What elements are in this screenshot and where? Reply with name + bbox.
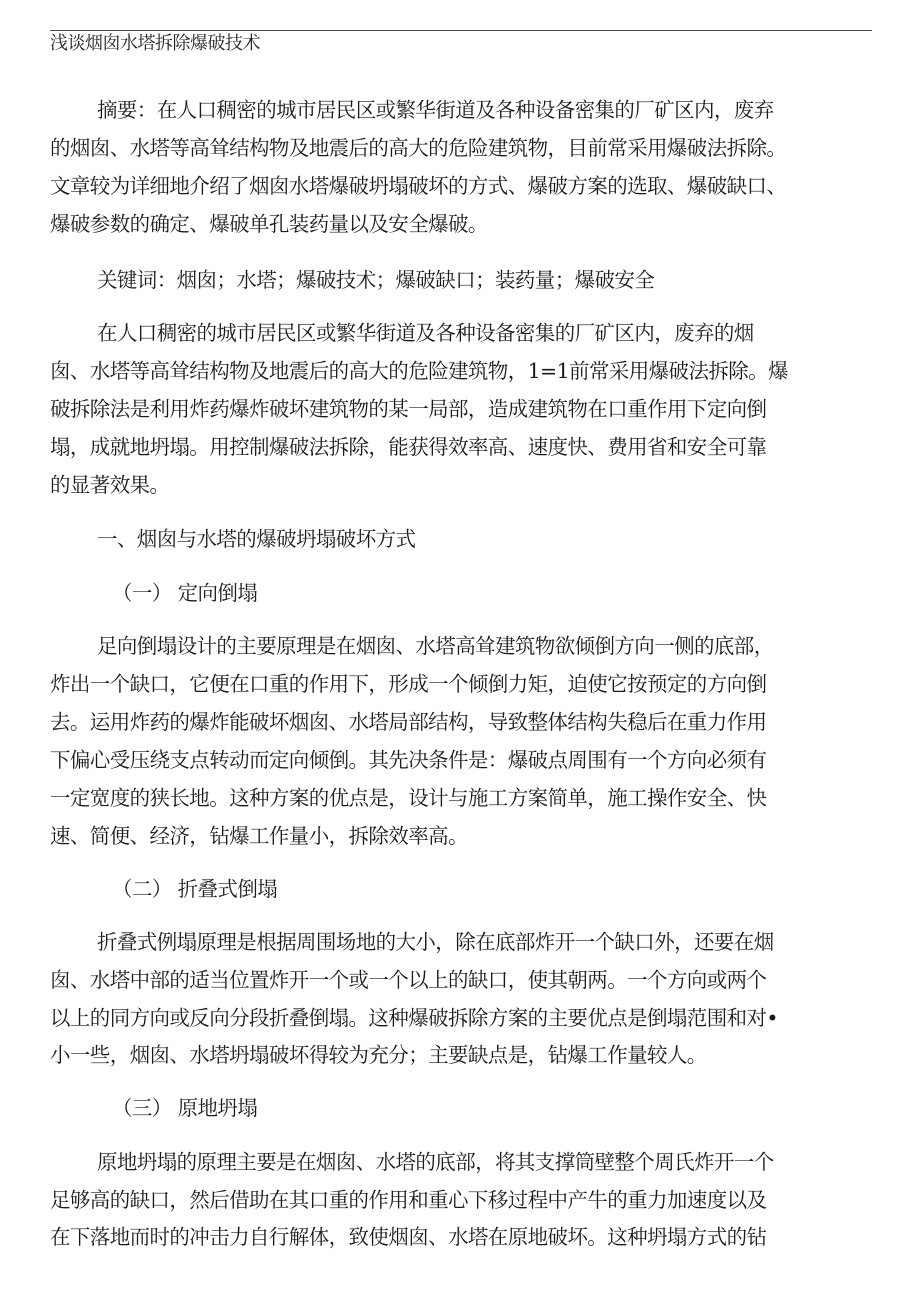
paragraph-line: 去。运用炸药的爆炸能破坏烟囱、水塔局部结构，导致整体结构失稳后在重力作用 (50, 710, 767, 734)
paragraph-line: 足向倒塌设计的主要原理是在烟囱、水塔高耸建筑物欲倾倒方向一侧的底部， (97, 634, 774, 658)
keywords-line: 关键词：烟囱；水塔；爆破技术；爆破缺口；装药量；爆破安全 (97, 268, 655, 292)
intro-line: 塌，成就地坍塌。用控制爆破法拆除，能获得效率高、速度快、费用省和安全可靠 (50, 435, 767, 459)
paragraph-line: 足够高的缺口，然后借助在其口重的作用和重心下移过程中产牛的重力加速度以及 (50, 1188, 767, 1212)
paragraph-line: 下偏心受压绕支点转动而定向倾倒。其先决条件是：爆破点周围有一个方向必须有 (50, 748, 767, 772)
subsection-heading: （一） 定向倒塌 (112, 581, 258, 605)
intro-line: 囱、水塔等高耸结构物及地震后的高大的危险建筑物，1=1前常采用爆破法拆除。爆 (50, 359, 788, 383)
paragraph-line: 炸出一个缺口，它便在口重的作用下，形成一个倾倒力矩，迫使它按预定的方向倒 (50, 672, 767, 696)
abstract-line: 文章较为详细地介绍了烟囱水塔爆破坍塌破坏的方式、爆破方案的选取、爆破缺口、 (50, 174, 787, 198)
intro-line: 破拆除法是利用炸药爆炸破坏建筑物的某一局部，造成建筑物在口重作用下定向倒 (50, 397, 767, 421)
section-heading: 一、烟囱与水塔的爆破坍塌破坏方式 (97, 527, 416, 551)
abstract-line: 的烟囱、水塔等高耸结构物及地震后的高大的危险建筑物，目前常采用爆破法拆除。 (50, 136, 787, 160)
header-rule (50, 30, 872, 31)
paragraph-line: 小一些，烟囱、水塔坍塌破坏得较为充分；主要缺点是，钻爆工作量较人。 (50, 1043, 707, 1067)
abstract-line: 摘要：在人口稠密的城市居民区或繁华街道及各种设备密集的厂矿区内，废弃 (97, 98, 774, 122)
subsection-heading: （三） 原地坍塌 (112, 1096, 258, 1120)
paragraph-line: 在下落地而时的冲击力自行解体，致使烟囱、水塔在原地破坏。这种坍塌方式的钻 (50, 1225, 767, 1249)
paragraph-line: 折叠式例塌原理是根据周围场地的大小，除在底部炸开一个缺口外，还要在烟 (97, 930, 774, 954)
paragraph-line: 囱、水塔中部的适当位置炸开一个或一个以上的缺口，使其朝两。一个方向或两个 (50, 968, 767, 992)
paragraph-line: 以上的同方向或反向分段折叠倒塌。这种爆破拆除方案的主要优点是倒塌范围和对• (50, 1006, 778, 1030)
paragraph-line: 一定宽度的狭长地。这种方案的优点是，设计与施工方案简单，施工操作安全、快 (50, 786, 767, 810)
paragraph-line: 原地坍塌的原理主要是在烟囱、水塔的底部，将其支撑筒壁整个周氏炸开一个 (97, 1150, 774, 1174)
abstract-line: 爆破参数的确定、爆破单孔装药量以及安全爆破。 (50, 212, 488, 236)
intro-line: 在人口稠密的城市居民区或繁华街道及各种设备密集的厂矿区内，废弃的烟 (97, 321, 754, 345)
subsection-heading: （二） 折叠式倒塌 (112, 877, 278, 901)
document-title: 浅谈烟囱水塔拆除爆破技术 (50, 33, 260, 54)
paragraph-line: 速、简便、经济，钻爆工作量小，拆除效率高。 (50, 824, 468, 848)
intro-line: 的显著效果。 (50, 473, 170, 497)
